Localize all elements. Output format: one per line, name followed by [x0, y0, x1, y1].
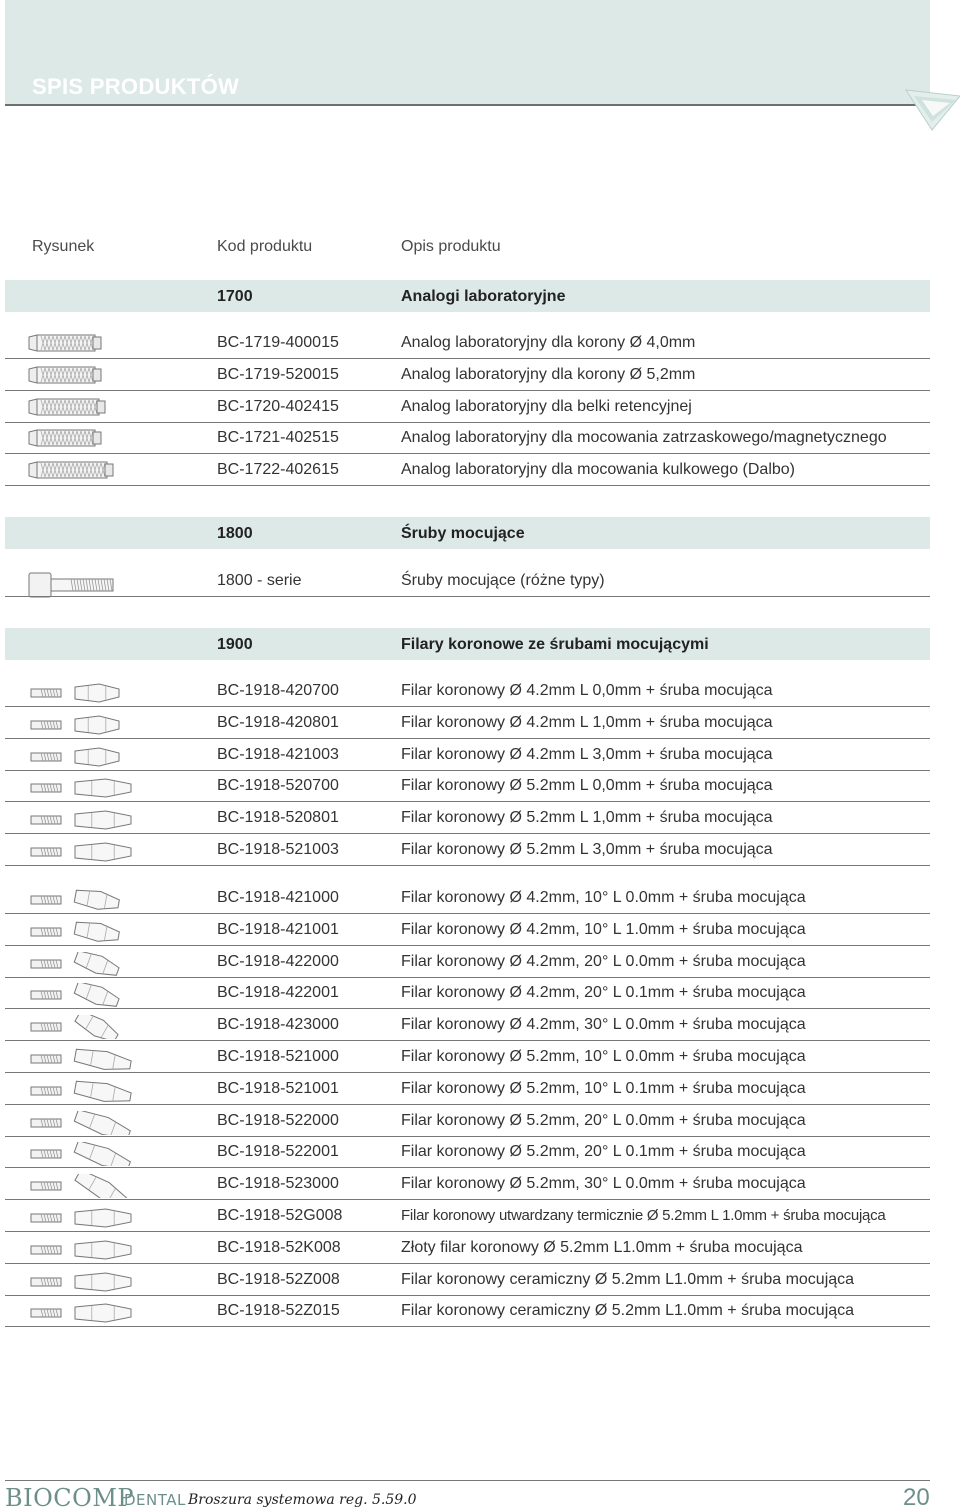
product-description: Złoty filar koronowy Ø 5.2mm L1.0mm + śruba mocująca [401, 1238, 803, 1256]
product-code: BC-1720-402415 [217, 397, 339, 415]
table-row [5, 802, 930, 834]
table-row [5, 946, 930, 978]
row-divider [5, 485, 930, 486]
table-row [5, 675, 930, 707]
table-row [5, 391, 930, 423]
table-row [5, 834, 930, 866]
table-row [5, 1073, 930, 1105]
product-code: BC-1918-521003 [217, 841, 339, 858]
section-code: 1800 [217, 525, 253, 542]
product-description: Filar koronowy Ø 5.2mm, 20° L 0.1mm + śruba mocująca [401, 1143, 806, 1161]
product-code: BC-1918-423000 [217, 1016, 339, 1034]
table-row [5, 422, 930, 454]
product-description: Filar koronowy Ø 5.2mm, 30° L 0.0mm + śruba mocująca [401, 1175, 806, 1193]
product-code: BC-1719-520015 [217, 365, 339, 383]
table-row [5, 327, 930, 359]
product-description: Analog laboratoryjny dla belki retencyjnej [401, 397, 692, 415]
product-description: Filar koronowy Ø 5.2mm L 3,0mm + śruba mocująca [401, 841, 773, 858]
section-code: 1700 [217, 288, 253, 305]
product-description: Filar koronowy Ø 5.2mm L 0,0mm + śruba mocująca [401, 777, 773, 795]
product-description: Filar koronowy ceramiczny Ø 5.2mm L1.0mm + śruba mocująca [401, 1302, 855, 1320]
product-illustration-icon [27, 571, 117, 604]
product-description: Filar koronowy Ø 4.2mm, 20° L 0.1mm + śruba mocująca [401, 984, 806, 1002]
section-title: Śruby mocujące [401, 525, 525, 542]
section-title: Filary koronowe ze śrubami mocującymi [401, 636, 709, 653]
product-description: Filar koronowy utwardzany termicznie Ø 5.2mm L 1.0mm + śruba mocująca [401, 1207, 886, 1224]
row-divider [5, 1326, 930, 1327]
column-header-code: Kod produktu [217, 238, 313, 255]
table-row [5, 1200, 930, 1232]
product-code: BC-1918-521000 [217, 1048, 339, 1065]
product-description: Filar koronowy Ø 4.2mm, 20° L 0.0mm + śruba mocująca [401, 952, 806, 970]
page-title: SPIS PRODUKTÓW [32, 74, 240, 99]
row-divider [5, 865, 930, 866]
product-code: BC-1918-520801 [217, 809, 339, 827]
table-row [5, 739, 930, 771]
product-code: BC-1918-421001 [217, 920, 339, 938]
product-illustration-icon [27, 365, 105, 390]
product-code: BC-1722-402615 [217, 461, 339, 479]
table-row [5, 770, 930, 802]
table-row [5, 565, 930, 597]
product-code: BC-1918-420801 [217, 713, 339, 731]
product-description: Analog laboratoryjny dla korony Ø 4,0mm [401, 334, 696, 351]
table-row [5, 1136, 930, 1168]
product-code: BC-1918-522001 [217, 1143, 339, 1161]
table-row [5, 882, 930, 914]
page-number: 20 [903, 1484, 930, 1511]
product-code: BC-1918-52Z015 [217, 1302, 340, 1320]
product-code: BC-1918-52G008 [217, 1207, 343, 1224]
product-code: BC-1918-421003 [217, 745, 339, 763]
product-code: BC-1918-520700 [217, 777, 339, 795]
product-code: BC-1918-523000 [217, 1175, 339, 1193]
product-description: Filar koronowy Ø 4.2mm L 3,0mm + śruba mocująca [401, 745, 773, 763]
product-description: Filar koronowy Ø 5.2mm, 10° L 0.1mm + śruba mocująca [401, 1079, 806, 1097]
table-row [5, 977, 930, 1009]
header-divider [5, 104, 930, 106]
product-description: Filar koronowy Ø 4.2mm L 0,0mm + śruba mocująca [401, 682, 773, 699]
product-code: 1800 - serie [217, 572, 302, 589]
product-code: BC-1719-400015 [217, 334, 339, 351]
table-row [5, 1295, 930, 1327]
product-code: BC-1918-52Z008 [217, 1270, 340, 1288]
table-row [5, 1232, 930, 1264]
brand-logo-sub: DENTAL [124, 1491, 186, 1509]
table-row [5, 1168, 930, 1200]
product-code: BC-1721-402515 [217, 429, 339, 447]
product-description: Filar koronowy Ø 5.2mm, 20° L 0.0mm + śruba mocująca [401, 1111, 806, 1129]
product-description: Filar koronowy Ø 5.2mm, 10° L 0.0mm + śruba mocująca [401, 1048, 806, 1065]
table-row [5, 707, 930, 739]
table-row [5, 359, 930, 391]
product-code: BC-1918-422000 [217, 952, 339, 970]
product-illustration-icon [27, 428, 105, 453]
section-title: Analogi laboratoryjne [401, 288, 566, 305]
section-code: 1900 [217, 636, 253, 653]
product-illustration-icon [27, 460, 117, 485]
brand-logo: BIOCOMP [5, 1484, 135, 1512]
footer-divider [5, 1480, 930, 1481]
product-illustration-icon [27, 397, 109, 422]
product-description: Filar koronowy ceramiczny Ø 5.2mm L1.0mm + śruba mocująca [401, 1270, 855, 1288]
table-row [5, 914, 930, 946]
product-description: Filar koronowy Ø 4.2mm, 10° L 1.0mm + śruba mocująca [401, 920, 806, 938]
product-description: Analog laboratoryjny dla korony Ø 5,2mm [401, 365, 696, 383]
section-header-1800 [5, 517, 930, 549]
brochure-reference: Broszura systemowa reg. 5.59.0 [188, 1492, 417, 1508]
section-header-1900 [5, 628, 930, 660]
product-code: BC-1918-421000 [217, 889, 339, 906]
table-row [5, 454, 930, 486]
product-description: Śruby mocujące (różne typy) [401, 572, 605, 589]
column-header-description: Opis produktu [401, 238, 501, 255]
product-code: BC-1918-522000 [217, 1111, 339, 1129]
product-code: BC-1918-52K008 [217, 1238, 341, 1256]
product-description: Analog laboratoryjny dla mocowania kulkowego (Dalbo) [401, 461, 795, 479]
product-description: Filar koronowy Ø 4.2mm, 10° L 0.0mm + śruba mocująca [401, 889, 806, 906]
product-description: Filar koronowy Ø 4.2mm, 30° L 0.0mm + śruba mocująca [401, 1016, 806, 1034]
table-row [5, 1041, 930, 1073]
column-header-picture: Rysunek [32, 238, 95, 255]
brand-chevron-icon [900, 84, 960, 134]
table-row [5, 1105, 930, 1137]
table-row [5, 1009, 930, 1041]
product-description: Filar koronowy Ø 5.2mm L 1,0mm + śruba mocująca [401, 809, 773, 827]
table-row [5, 1264, 930, 1296]
section-header-1700 [5, 280, 930, 312]
product-description: Filar koronowy Ø 4.2mm L 1,0mm + śruba mocująca [401, 713, 773, 731]
product-description: Analog laboratoryjny dla mocowania zatrzaskowego/magnetycznego [401, 429, 887, 447]
product-code: BC-1918-420700 [217, 682, 339, 699]
product-code: BC-1918-422001 [217, 984, 339, 1002]
product-illustration-icon [27, 333, 105, 358]
product-code: BC-1918-521001 [217, 1079, 339, 1097]
row-divider [5, 596, 930, 597]
